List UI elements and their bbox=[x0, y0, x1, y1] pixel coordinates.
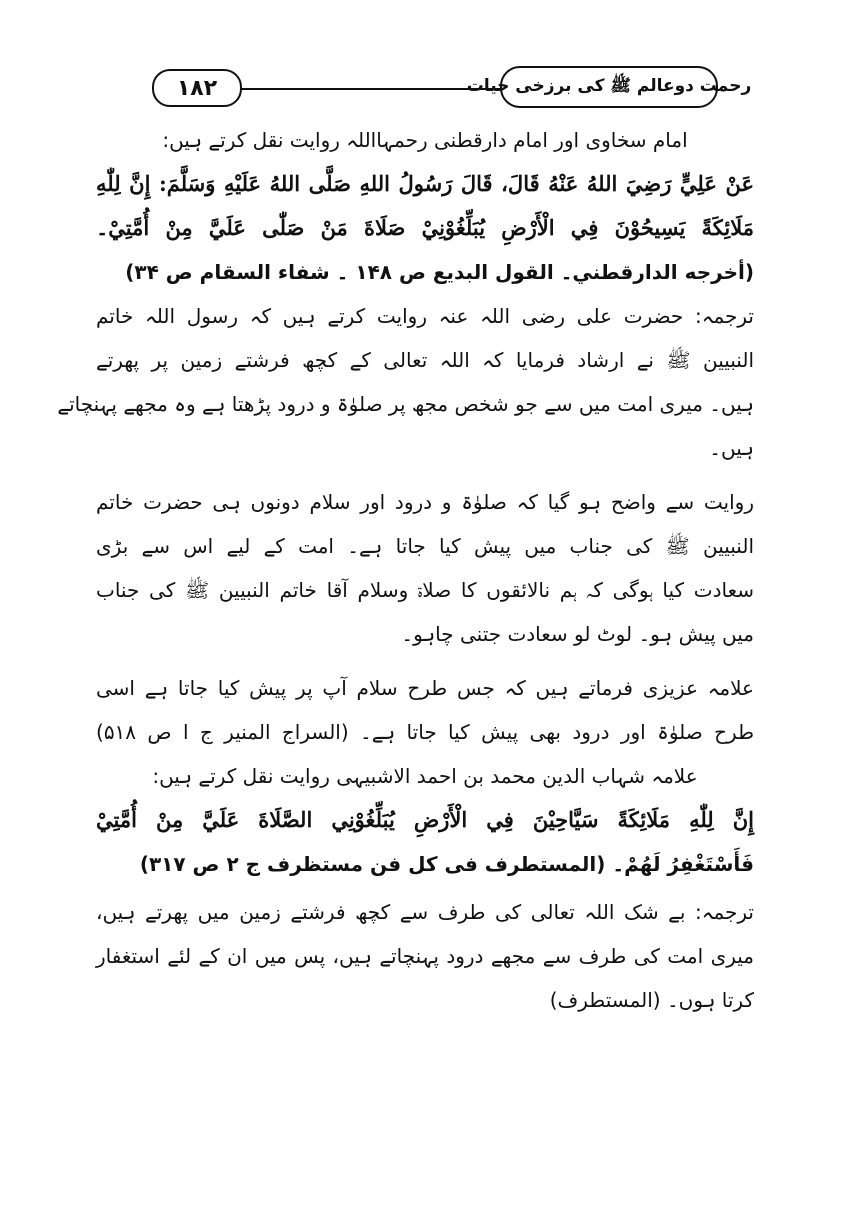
page-body bbox=[57, 118, 754, 1022]
paragraph-line: روایت سے واضح ہو گیا کہ صلوٰۃ و درود اور سلام دونوں ہی حضرت خاتم bbox=[96, 490, 754, 514]
arabic-hadith-line: مَلَائِكَةً يَسِيحُوْنَ فِي الْأَرْضِ يُبَلِّغُوْنِيْ صَلَاةَ مَنْ صَلّٰى عَلَيَّ مِنْ أُمَّتِيْ۔ bbox=[96, 215, 754, 240]
page-number: ۱۸۲ bbox=[152, 69, 242, 107]
translation-line: ہیں۔ میری امت میں سے جو شخص مجھ پر صلوٰۃ و درود پڑھتا ہے وہ مجھے پہنچاتے bbox=[57, 392, 754, 416]
paragraph-line: میں پیش ہو۔ لوٹ لو سعادت جتنی چاہو۔ bbox=[401, 622, 754, 646]
intro-line: علامہ شہاب الدین محمد بن احمد الاشبیہی روایت نقل کرتے ہیں: bbox=[152, 764, 698, 788]
translation-line: ترجمہ: حضرت علی رضی اللہ عنہ روایت کرتے ہیں کہ رسول اللہ خاتم bbox=[96, 304, 754, 328]
paragraph-line: علامہ عزیزی فرماتے ہیں کہ جس طرح سلام آپ پر پیش کیا جاتا ہے اسی bbox=[96, 676, 754, 700]
translation-line: میری امت کی طرف سے مجھے درود پہنچاتے ہیں، پس میں ان کے لئے استغفار bbox=[96, 944, 754, 968]
intro-line: امام سخاوی اور امام دارقطنی رحمہااللہ روایت نقل کرتے ہیں: bbox=[162, 128, 688, 152]
translation-line: ترجمہ: بے شک اللہ تعالی کی طرف سے کچھ فرشتے زمین میں پھرتے ہیں، bbox=[96, 900, 754, 924]
paragraph-line: سعادت کیا ہوگی کہ ہم نالائقوں کا صلاۃ وسلام آقا خاتم النبیین ﷺ کی جناب bbox=[96, 578, 754, 602]
paragraph-line: طرح صلوٰۃ اور درود بھی پیش کیا جاتا ہے۔ (السراج المنیر ج ا ص ۵۱۸) bbox=[96, 720, 754, 744]
paragraph-line: النبیین ﷺ کی جناب میں پیش کیا جاتا ہے۔ امت کے لیے اس سے بڑی bbox=[96, 534, 754, 558]
header-rule bbox=[238, 88, 500, 90]
reference-line: فَأَسْتَغْفِرُ لَهُمْ۔ (المستطرف فی کل فن مستظرف ج ۲ ص ۳۱۷) bbox=[139, 852, 754, 876]
translation-line: کرتا ہوں۔ (المستطرف) bbox=[549, 988, 754, 1012]
page-header bbox=[150, 66, 752, 112]
arabic-hadith-line: إِنَّ لِلّٰهِ مَلَائِكَةً سَيَّاحِيْنَ فِي الْأَرْضِ يُبَلِّغُوْنِي الصَّلَاةَ عَلَيَّ مِنْ أُمَّتِيْ bbox=[96, 807, 754, 832]
reference-line: (أخرجه الدارقطني۔ القول البديع ص ۱۴۸ ۔ شفاء السقام ص ۳۴) bbox=[125, 260, 754, 284]
translation-line: ہیں۔ bbox=[709, 436, 754, 460]
book-title: رحمت دوعالم ﷺ کی برزخی حیات bbox=[500, 66, 718, 108]
arabic-hadith-line: عَنْ عَلِيٍّ رَضِيَ اللهُ عَنْهُ قَالَ، قَالَ رَسُولُ اللهِ صَلَّى اللهُ عَلَيْهِ وَسَلَّمَ: إِنَّ لِلّٰهِ bbox=[96, 171, 754, 196]
translation-line: النبیین ﷺ نے ارشاد فرمایا کہ اللہ تعالی کے کچھ فرشتے زمین پر پھرتے bbox=[96, 348, 754, 372]
